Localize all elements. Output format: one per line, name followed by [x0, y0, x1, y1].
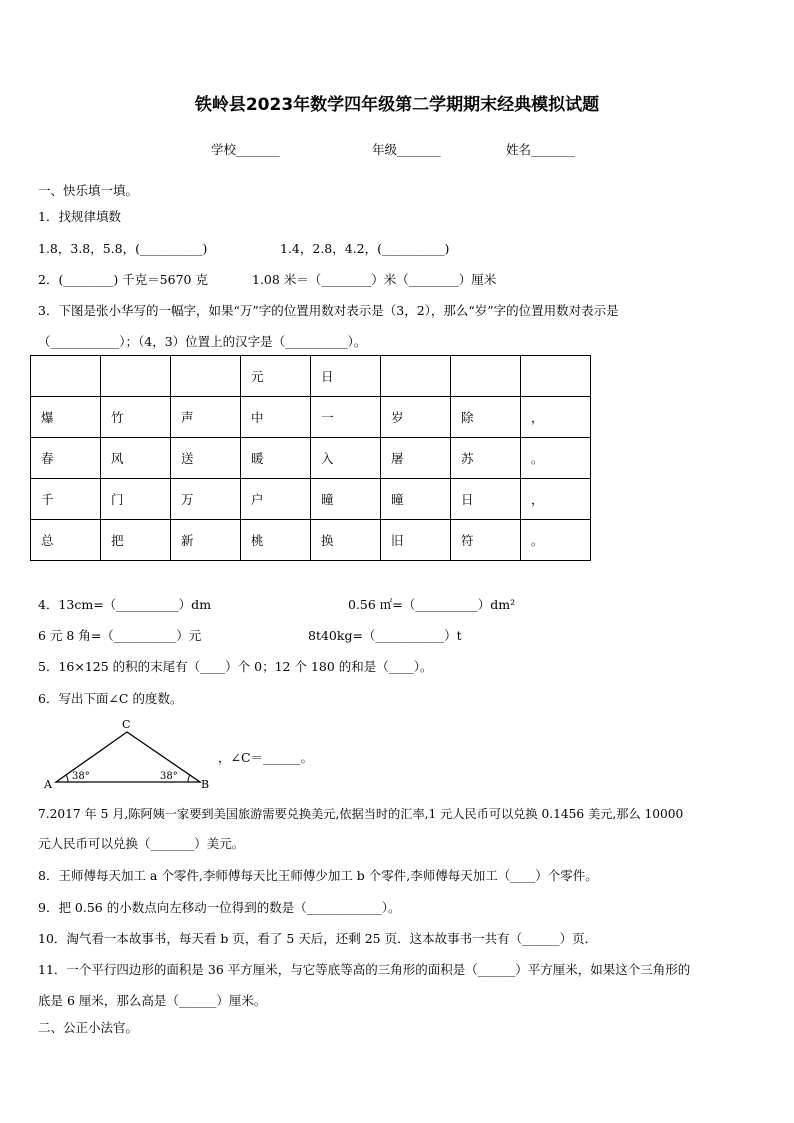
- q3-line-2: （___________）；（4，3）位置上的汉字是（__________）。: [38, 334, 367, 349]
- grid-cell: 竹: [101, 397, 171, 438]
- q6-text: 6．写出下面∠C 的度数。: [38, 691, 183, 706]
- grid-cell: 元: [241, 356, 311, 397]
- grid-cell: 岁: [381, 397, 451, 438]
- grid-cell: [521, 356, 591, 397]
- grid-cell: 声: [171, 397, 241, 438]
- vertex-c-label: C: [122, 718, 131, 731]
- grid-cell: [101, 356, 171, 397]
- grid-cell: [171, 356, 241, 397]
- grid-row: [31, 520, 591, 561]
- grid-cell: [381, 356, 451, 397]
- grid-cell: 苏: [451, 438, 521, 479]
- grid-cell: 户: [241, 479, 311, 520]
- grid-row: [31, 479, 591, 520]
- q1-sequence-b: 1.4，2.8，4.2，(__________): [280, 241, 450, 256]
- grid-cell: 春: [31, 438, 101, 479]
- grid-cell: 曈: [311, 479, 381, 520]
- q2-part-a: 2．(________) 千克＝5670 克: [38, 272, 208, 287]
- grid-cell: 符: [451, 520, 521, 561]
- angle-a-label: 38°: [72, 771, 90, 782]
- grid-cell: 把: [101, 520, 171, 561]
- grid-cell: 日: [311, 356, 381, 397]
- grid-cell: 桃: [241, 520, 311, 561]
- q11-line-1: 11．一个平行四边形的面积是 36 平方厘米，与它等底等高的三角形的面积是（______）平方厘米，如果这个三角形的: [38, 962, 691, 977]
- grid-cell: 旧: [381, 520, 451, 561]
- grid-cell: 曈: [381, 479, 451, 520]
- q7-line-2: 元人民币可以兑换（_______）美元。: [38, 836, 245, 851]
- q7-line-1: 7.2017 年 5 月,陈阿姨一家要到美国旅游需要兑换美元,依据当时的汇率,1 元人民币可以兑换 0.1456 美元,那么 10000: [38, 807, 684, 821]
- vertex-a-label: A: [44, 778, 52, 791]
- grid-cell: 风: [101, 438, 171, 479]
- grid-cell: 万: [171, 479, 241, 520]
- page-title: 铁岭县2023年数学四年级第二学期期末经典模拟试题: [194, 95, 600, 115]
- q5-text: 5．16×125 的积的末尾有（____）个 0；12 个 180 的和是（____）。: [38, 659, 433, 674]
- grid-cell: 千: [31, 479, 101, 520]
- q11-line-2: 底是 6 厘米，那么高是（______）厘米。: [38, 993, 267, 1008]
- grid-cell: ，: [521, 479, 591, 520]
- q6-answer: ，∠C＝______。: [218, 750, 314, 765]
- q10-text: 10．淘气看一本故事书，每天看 b 页，看了 5 天后，还剩 25 页．这本故事书一共有（______）页．: [38, 931, 598, 946]
- grid-cell: 送: [171, 438, 241, 479]
- school-field[interactable]: 学校_______: [211, 142, 280, 157]
- grid-cell: 暖: [241, 438, 311, 479]
- grid-cell: 屠: [381, 438, 451, 479]
- q4-part-a: 4．13cm=（__________）dm: [38, 597, 212, 612]
- angle-b-label: 38°: [160, 771, 178, 782]
- q4-part-d: 8t40kg=（___________）t: [308, 628, 462, 643]
- grid-cell: 日: [451, 479, 521, 520]
- grid-cell: [451, 356, 521, 397]
- character-grid: [30, 355, 591, 561]
- grid-cell: 换: [311, 520, 381, 561]
- triangle-figure: [38, 718, 218, 794]
- grid-row: [31, 356, 591, 397]
- grid-cell: 总: [31, 520, 101, 561]
- angle-a-arc: [66, 775, 68, 782]
- section-1-heading: 一、快乐填一填。: [38, 183, 139, 198]
- grid-row: [31, 397, 591, 438]
- grid-cell: 中: [241, 397, 311, 438]
- q1-sequence-a: 1.8，3.8，5.8，(__________): [38, 241, 208, 256]
- grid-cell: 新: [171, 520, 241, 561]
- q4-part-c: 6 元 8 角=（__________）元: [38, 628, 202, 643]
- grid-cell: ，: [521, 397, 591, 438]
- q2-part-b: 1.08 米＝（________）米（________）厘米: [252, 272, 497, 287]
- grid-cell: 一: [311, 397, 381, 438]
- grid-cell: 。: [521, 520, 591, 561]
- grid-cell: 。: [521, 438, 591, 479]
- grid-cell: [31, 356, 101, 397]
- grid-row: [31, 438, 591, 479]
- vertex-b-label: B: [201, 778, 210, 791]
- q1-label: 1．找规律填数: [38, 209, 121, 224]
- grid-cell: 入: [311, 438, 381, 479]
- grade-field[interactable]: 年级_______: [372, 142, 441, 157]
- q3-line-1: 3．下图是张小华写的一幅字，如果“万”字的位置用数对表示是（3，2），那么“岁”字的位置用数对表示是: [38, 303, 619, 318]
- section-2-heading: 二、公正小法官。: [38, 1020, 139, 1035]
- grid-cell: 门: [101, 479, 171, 520]
- q8-text: 8．王师傅每天加工 a 个零件,李师傅每天比王师傅少加工 b 个零件,李师傅每天加工（____）个零件。: [38, 868, 598, 883]
- q9-text: 9．把 0.56 的小数点向左移动一位得到的数是（____________）。: [38, 900, 401, 915]
- angle-b-arc: [188, 775, 190, 782]
- grid-cell: 除: [451, 397, 521, 438]
- q4-part-b: 0.56 ㎡=（__________）dm²: [348, 597, 516, 612]
- grid-cell: 爆: [31, 397, 101, 438]
- name-field[interactable]: 姓名_______: [506, 142, 575, 157]
